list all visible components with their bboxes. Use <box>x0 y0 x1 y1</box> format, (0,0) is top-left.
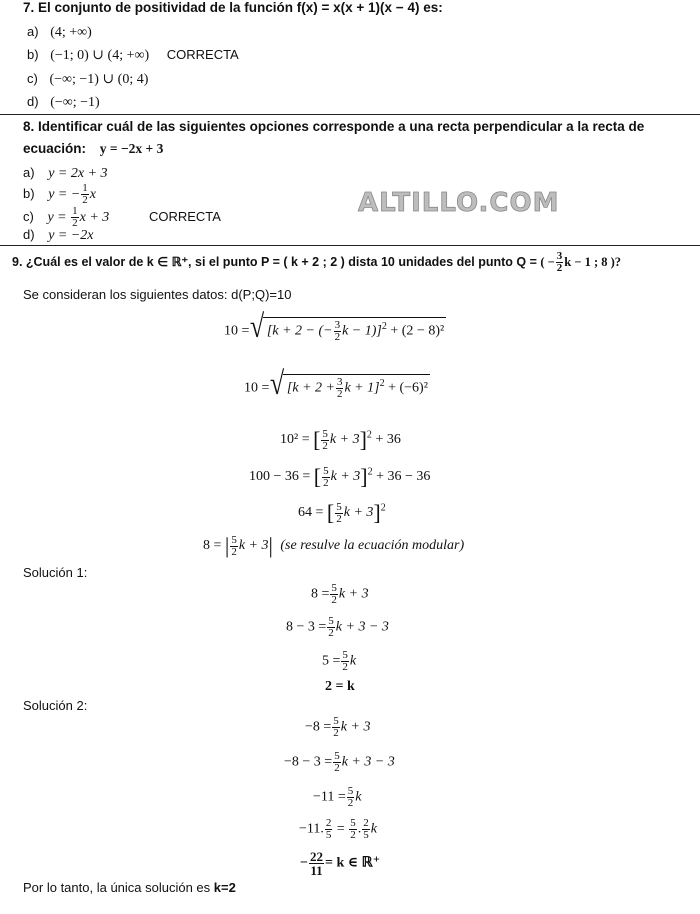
s1-result: 2 = k <box>325 679 355 694</box>
frac-num: 5 <box>333 715 339 727</box>
eq-lhs: 8 = <box>203 538 222 554</box>
altillo-watermark: ALTILLO.COM <box>358 188 560 218</box>
fraction <box>330 583 338 606</box>
frac-num: 22 <box>309 849 323 864</box>
fraction <box>347 786 355 809</box>
eq-lhs: 64 = <box>298 505 324 521</box>
title-label: ecuación: <box>23 141 87 156</box>
option-letter: b) <box>27 47 39 62</box>
eq-part: k <box>370 821 378 837</box>
bracket: [ <box>326 500 335 525</box>
exponent: 2 <box>380 502 386 514</box>
bracket: [ <box>313 427 321 452</box>
title-q-open: ( − <box>540 254 555 269</box>
exponent: 2 <box>379 378 385 390</box>
fraction <box>332 716 340 739</box>
bracket: ] <box>360 464 368 489</box>
bracket: ] <box>373 500 381 525</box>
q8-option-c <box>23 206 221 229</box>
eq-part: [k + 2 − (− <box>266 323 333 339</box>
sqrt <box>263 317 446 343</box>
fraction <box>333 751 341 774</box>
s2-line-2 <box>284 751 395 774</box>
s2-result <box>300 850 380 877</box>
fraction <box>71 206 79 229</box>
frac-num: 5 <box>336 500 342 513</box>
equation-3 <box>280 427 401 453</box>
exponent: 2 <box>381 321 387 333</box>
option-letter: c) <box>23 208 34 224</box>
eq-part: k + 3 <box>343 505 374 521</box>
frac-den: 2 <box>328 627 334 639</box>
solution-1-label: Solución 1: <box>23 565 88 580</box>
option-letter: d) <box>27 94 39 109</box>
eq-part: [k + 2 + <box>286 380 335 396</box>
frac-den: 2 <box>72 217 78 229</box>
eq-lhs: 10 = <box>244 380 270 396</box>
fraction <box>556 251 564 274</box>
option-text: (−∞; −1) <box>50 95 100 110</box>
frac-den: 5 <box>325 829 332 841</box>
equation-1 <box>224 317 446 343</box>
title-equation: y = −2x + 3 <box>99 141 164 156</box>
frac-den: 2 <box>231 545 237 558</box>
frac-num: 3 <box>334 319 341 331</box>
q7-option-b <box>27 47 239 64</box>
correct-marker: CORRECTA <box>148 208 221 224</box>
frac-num: 5 <box>347 785 354 797</box>
equation-6 <box>203 533 464 559</box>
frac-den: 2 <box>350 829 356 841</box>
frac-num: 5 <box>328 615 334 627</box>
q8-title-line2 <box>23 141 163 157</box>
option-text: (−∞; −1) ∪ (0; 4) <box>49 72 149 87</box>
frac-den: 2 <box>323 476 329 489</box>
eq-part: k − 1)] <box>342 323 382 339</box>
option-letter: b) <box>23 185 35 201</box>
correct-marker: CORRECTA <box>166 47 239 62</box>
exponent: 2 <box>367 466 373 478</box>
conclusion-text: Por lo tanto, la única solución es <box>23 880 214 895</box>
fraction <box>349 818 357 841</box>
frac-num: 5 <box>331 582 337 594</box>
frac-num: 1 <box>82 182 88 194</box>
conclusion-answer: k=2 <box>213 880 236 895</box>
option-letter: a) <box>23 165 35 180</box>
eq-part: k + 3 <box>238 538 269 554</box>
eq-part: k + 3 <box>338 586 369 602</box>
conclusion <box>23 880 236 895</box>
option-text: (4; +∞) <box>50 25 92 40</box>
fraction <box>322 466 330 489</box>
eq-lhs: 8 = <box>311 586 330 602</box>
frac-num: 3 <box>556 250 563 262</box>
option-text: y = <box>47 209 71 225</box>
eq-lhs: −8 = <box>305 719 332 735</box>
option-letter: a) <box>27 24 39 39</box>
solution-2-label: Solución 2: <box>23 698 88 713</box>
frac-den: 2 <box>331 594 337 606</box>
eq-lhs: 5 = <box>322 653 341 669</box>
frac-den: 2 <box>336 512 342 525</box>
eq-part: + (2 − 8)² <box>390 323 445 339</box>
eq-part: k + 3 − 3 <box>341 754 395 770</box>
frac-den: 11 <box>310 863 323 878</box>
q7-title: 7. El conjunto de positividad de la función f(x) = x(x + 1)(x − 4) es: <box>23 0 443 15</box>
s2-line-1 <box>305 716 370 739</box>
eq-lhs: −8 − 3 = <box>284 754 333 770</box>
fraction <box>325 818 333 841</box>
equation-4 <box>249 464 430 490</box>
frac-num: 2 <box>363 817 369 829</box>
eq-part: k + 3 − 3 <box>335 619 389 635</box>
frac-den: 2 <box>82 194 88 206</box>
s1-line-1 <box>311 583 369 606</box>
eq-lhs: 100 − 36 = <box>249 469 311 485</box>
frac-num: 5 <box>334 750 340 762</box>
s2-line-3 <box>313 786 362 809</box>
eq-rhs: + 36 − 36 <box>376 469 431 485</box>
frac-den: 5 <box>363 829 369 841</box>
fraction <box>81 183 89 206</box>
fraction <box>230 535 238 558</box>
frac-num: 1 <box>72 205 78 217</box>
s1-line-3 <box>322 650 356 673</box>
divider <box>0 114 700 115</box>
option-letter: d) <box>23 227 35 242</box>
bracket: ] <box>359 427 367 452</box>
q7-option-c <box>27 71 148 88</box>
fraction <box>334 320 342 343</box>
q8-title-line1: 8. Identificar cuál de las siguientes opciones corresponde a una recta perpendicular a la recta de <box>23 119 645 134</box>
q8-option-b <box>23 183 96 206</box>
abs-bar: | <box>224 533 230 558</box>
frac-den: 2 <box>322 439 328 452</box>
title-q-close: k − 1 ; 8 )? <box>564 254 622 269</box>
q8-option-d <box>23 227 94 244</box>
fraction <box>321 429 329 452</box>
sqrt <box>283 374 430 400</box>
frac-num: 3 <box>336 376 343 388</box>
abs-bar: | <box>268 533 273 558</box>
bracket: [ <box>313 464 322 489</box>
eq-part: = k ∈ ℝ⁺ <box>324 855 381 871</box>
frac-den: 2 <box>333 727 339 739</box>
fraction <box>336 377 344 400</box>
fraction <box>335 502 343 525</box>
eq-lhs: −11. <box>299 821 324 837</box>
eq-part: k + 3 <box>329 432 360 448</box>
equation-2 <box>244 374 430 400</box>
eq-part: k <box>349 653 357 669</box>
eq-minus: − <box>300 855 308 871</box>
eq-rhs: + 36 <box>375 432 401 448</box>
q8-option-a <box>23 165 108 182</box>
eq-part: k + 3 <box>330 469 361 485</box>
frac-num: 2 <box>325 817 332 829</box>
option-text: y = −2x <box>48 228 94 243</box>
fraction <box>341 650 349 673</box>
eq-lhs: 10 = <box>224 323 250 339</box>
eq-lhs: 10² = <box>280 432 310 448</box>
q9-intro: Se consideran los siguientes datos: d(P;Q)=10 <box>23 287 292 302</box>
title-text: 9. ¿Cuál es el valor de k ∈ ℝ⁺, si el punto P = ( k + 2 ; 2 ) dista 10 unidades del punto Q = <box>12 254 537 269</box>
q7-option-a <box>27 24 92 41</box>
frac-den: 2 <box>334 762 340 774</box>
option-text: x + 3 <box>79 209 110 225</box>
q7-option-d <box>27 94 100 111</box>
frac-den: 2 <box>556 262 563 274</box>
frac-num: 5 <box>231 533 237 546</box>
divider <box>0 245 700 246</box>
frac-num: 5 <box>342 649 348 661</box>
frac-den: 2 <box>336 388 343 400</box>
option-text: x <box>89 186 97 202</box>
option-letter: c) <box>27 71 38 86</box>
option-text: y = 2x + 3 <box>48 166 108 181</box>
frac-num: 5 <box>323 464 329 477</box>
eq-part: k <box>355 789 362 805</box>
eq-lhs: 8 − 3 = <box>286 619 327 635</box>
option-text: y = − <box>48 186 81 202</box>
frac-den: 2 <box>334 331 341 343</box>
frac-num: 5 <box>322 427 328 440</box>
q9-title <box>12 251 621 274</box>
option-text: (−1; 0) ∪ (4; +∞) <box>50 48 150 63</box>
eq-lhs: −11 = <box>313 789 346 805</box>
eq-part: k + 1] <box>344 380 380 396</box>
frac-den: 2 <box>342 661 348 673</box>
eq-part: k + 3 <box>340 719 371 735</box>
equation-5 <box>298 500 386 526</box>
frac-den: 2 <box>347 797 354 809</box>
s2-line-4: −11. $\frac{2}{5}$ = $\frac{5}{2}$ . $\frac{2}{5}$ k <box>299 817 378 841</box>
fraction <box>362 818 370 841</box>
eq-note: (se resulve la ecuación modular) <box>280 538 465 554</box>
eq-part: + (−6)² <box>388 380 428 396</box>
fraction <box>309 850 324 877</box>
frac-num: 5 <box>350 817 356 829</box>
s1-line-2 <box>286 616 389 639</box>
exponent: 2 <box>366 429 372 441</box>
fraction <box>327 616 335 639</box>
